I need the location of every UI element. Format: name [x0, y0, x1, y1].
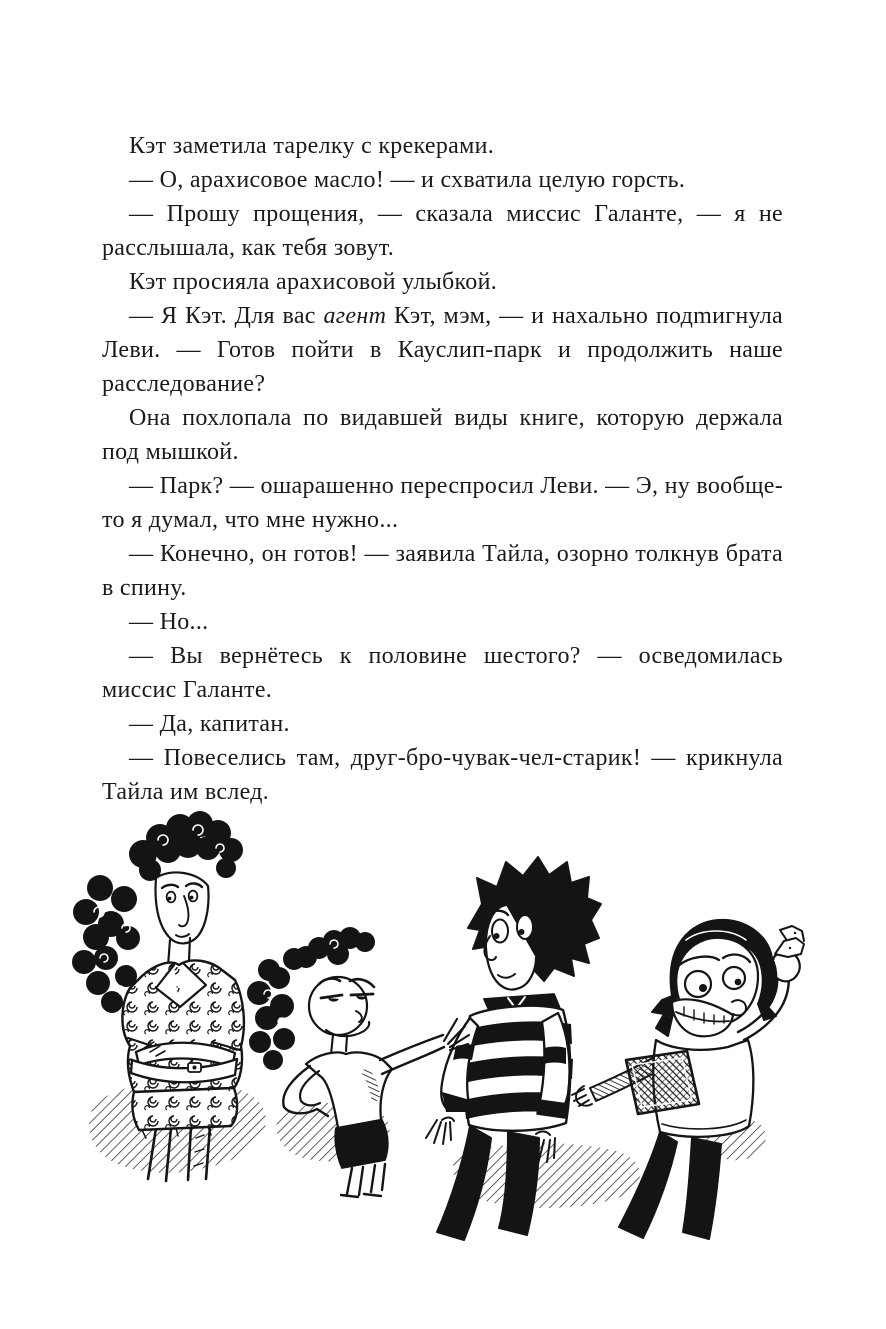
- paragraph: [102, 197, 783, 265]
- text-run: — Я Кэт. Для вас: [129, 303, 324, 329]
- text-run: — Прошу прощения, — сказала миссис Галанте, — я не расслышала, как тебя зовут.: [102, 201, 783, 261]
- text-run: — Повеселись там, друг-бро-чувак-чел-старик! — крикнула Тайла им вслед.: [102, 745, 783, 805]
- text-run: Кэт просияла арахисовой улыбкой.: [129, 269, 498, 295]
- text-run: — Парк? — ошарашенно переспросил Леви. — Э, ну вообще-то я думал, что мне нужно...: [102, 473, 783, 533]
- text-run: Кэт заметила тарелку с крекерами.: [129, 133, 495, 159]
- text-run: Она похлопала по видавшей виды книге, которую держала под мышкой.: [102, 405, 783, 465]
- paragraph: [102, 537, 783, 605]
- text-run: — О, арахисовое масло! — и схватила целую горсть.: [129, 167, 686, 193]
- paragraph: [102, 741, 783, 809]
- figure-girl-ponytail: [247, 927, 469, 1197]
- book-illustration: [38, 808, 844, 1256]
- paragraph: [102, 299, 783, 401]
- paragraph: [102, 469, 783, 537]
- text-run: — Вы вернётесь к половине шестого? — осведомилась миссис Галанте.: [102, 643, 783, 703]
- italic-text: агент: [323, 303, 387, 329]
- paragraph: [102, 265, 783, 299]
- paragraph: [102, 605, 783, 639]
- text-run: Кэт, мэм, — и нахально подmигнула Леви. — Готов пойти в Кауслип-парк и продолжить наше расследование?: [102, 303, 783, 397]
- text-run: — Но...: [129, 609, 209, 635]
- text-run: — Конечно, он готов! — заявила Тайла, озорно толкнув брата в спину.: [102, 541, 783, 601]
- paragraph: [102, 707, 783, 741]
- paragraph: [102, 401, 783, 469]
- paragraph: [102, 129, 783, 163]
- paragraph: [102, 639, 783, 707]
- page-text: [102, 129, 783, 809]
- paragraph: [102, 163, 783, 197]
- text-run: — Да, капитан.: [129, 711, 290, 737]
